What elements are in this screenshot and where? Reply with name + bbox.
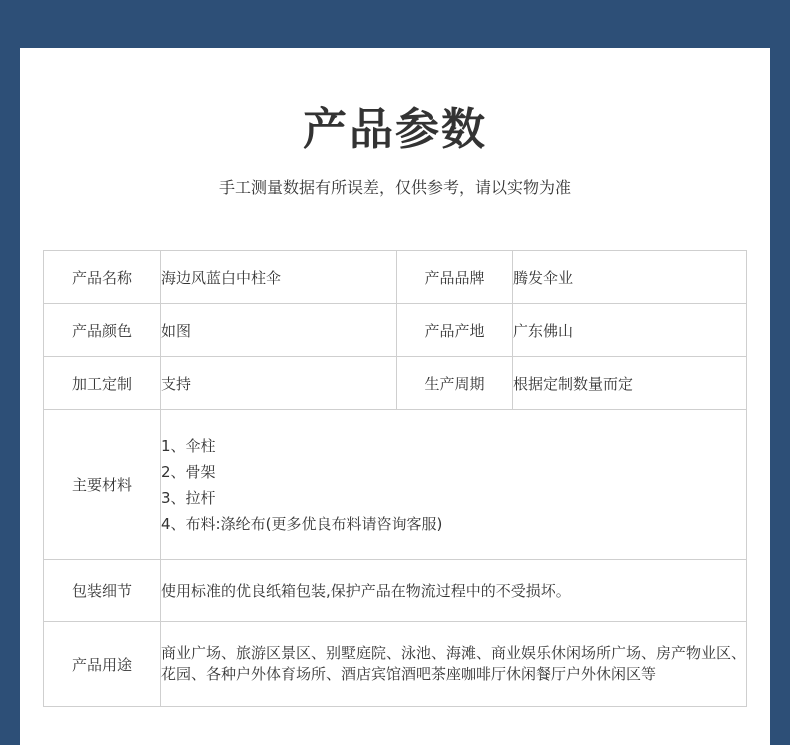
usage-value: 商业广场、旅游区景区、别墅庭院、泳池、海滩、商业娱乐休闲场所广场、房产物业区、花园、各种户外体育场所、酒店宾馆酒吧茶座咖啡厅休闲餐厅户外休闲区等 [161, 622, 747, 707]
material-item: 3、拉杆 [161, 488, 216, 507]
material-label: 主要材料 [44, 410, 161, 560]
usage-label: 产品用途 [44, 622, 161, 707]
packaging-label: 包装细节 [44, 560, 161, 622]
production-cycle-value: 根据定制数量而定 [513, 357, 747, 410]
customization-label: 加工定制 [44, 357, 161, 410]
product-color-value: 如图 [161, 304, 397, 357]
material-item: 4、布料:涤纶布(更多优良布料请咨询客服) [161, 514, 443, 533]
page-title: 产品参数 [303, 104, 487, 155]
table-row [44, 622, 747, 707]
spec-table [43, 250, 747, 707]
table-row [44, 357, 747, 410]
product-origin-label: 产品产地 [397, 304, 513, 357]
production-cycle-label: 生产周期 [397, 357, 513, 410]
material-item: 2、骨架 [161, 462, 216, 481]
product-name-value: 海边风蓝白中柱伞 [161, 251, 397, 304]
material-list [161, 410, 747, 560]
table-row [44, 251, 747, 304]
packaging-value: 使用标准的优良纸箱包装,保护产品在物流过程中的不受损坏。 [161, 560, 747, 622]
page-subtitle: 手工测量数据有所误差，仅供参考，请以实物为准 [218, 178, 571, 197]
table-row [44, 304, 747, 357]
product-name-label: 产品名称 [44, 251, 161, 304]
customization-value: 支持 [161, 357, 397, 410]
product-origin-value: 广东佛山 [513, 304, 747, 357]
product-color-label: 产品颜色 [44, 304, 161, 357]
product-brand-value: 腾发伞业 [513, 251, 747, 304]
table-row [44, 560, 747, 622]
product-brand-label: 产品品牌 [397, 251, 513, 304]
material-item: 1、伞柱 [161, 436, 216, 455]
table-row [44, 410, 747, 560]
